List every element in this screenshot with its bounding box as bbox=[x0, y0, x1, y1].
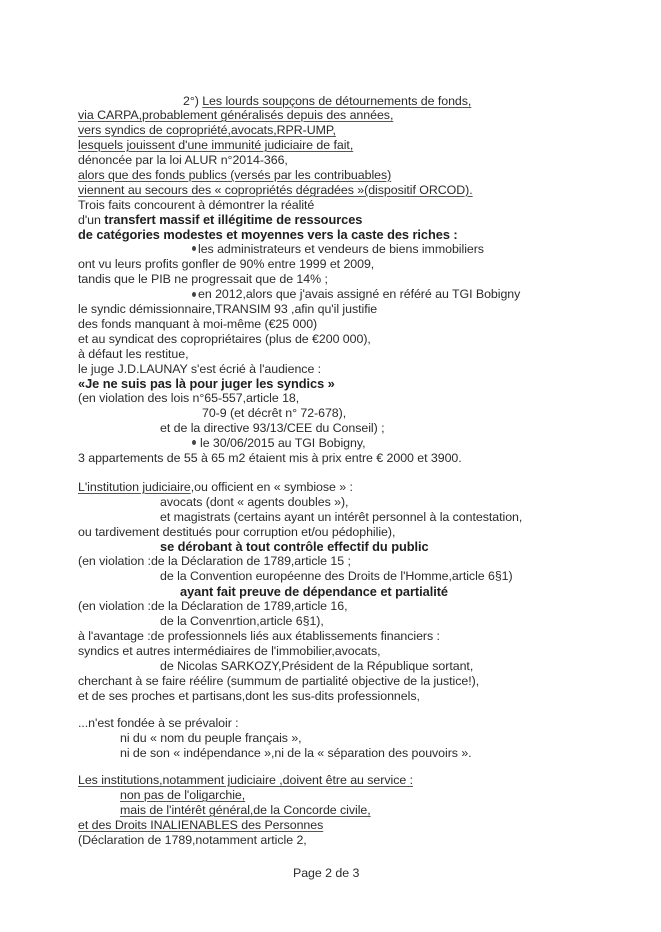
text-line: alors que des fonds publics (versés par les contribuables) bbox=[78, 168, 392, 182]
bold-line: se dérobant à tout contrôle effectif du public bbox=[160, 539, 429, 554]
text-line: et des Droits INALIENABLES des Personnes bbox=[78, 818, 324, 832]
text-line: d'un transfert massif et illégitime de ressources bbox=[78, 212, 363, 227]
bullet-icon bbox=[192, 292, 196, 297]
text-line: Trois faits concourent à démontrer la réalité bbox=[78, 198, 315, 212]
text-line: tandis que le PIB ne progressait que de 14% ; bbox=[78, 272, 328, 286]
bold-line: ayant fait preuve de dépendance et partialité bbox=[180, 584, 448, 599]
text-line: (en violation :de la Déclaration de 1789,article 16, bbox=[78, 599, 348, 613]
text-line: (Déclaration de 1789,notamment article 2, bbox=[78, 833, 307, 847]
text-line: ont vu leurs profits gonfler de 90% entre 1999 et 2009, bbox=[78, 257, 375, 271]
quote-line: «Je ne suis pas là pour juger les syndics » bbox=[78, 376, 335, 391]
bold-line: de catégories modestes et moyennes vers la caste des riches : bbox=[78, 227, 458, 242]
text-line: (en violation des lois n°65-557,article 18, bbox=[78, 391, 300, 405]
text-line: à défaut les restitue, bbox=[78, 347, 189, 361]
text-line: le 30/06/2015 au TGI Bobigny, bbox=[200, 436, 366, 450]
text-line: le juge J.D.LAUNAY s'est écrié à l'audience : bbox=[78, 362, 322, 376]
bullet-icon bbox=[192, 246, 196, 251]
text-line: et au syndicat des copropriétaires (plus de €200 000), bbox=[78, 332, 371, 346]
text-line: 2°) Les lourds soupçons de détournements de fonds, bbox=[183, 94, 472, 108]
page-number: Page 2 de 3 bbox=[293, 866, 360, 880]
text-line: 70-9 (et décrêt n° 72-678), bbox=[202, 406, 347, 420]
text-line: cherchant à se faire réélire (summum de partialité objective de la justice!), bbox=[78, 674, 480, 688]
text-line: Les institutions,notamment judiciaire ,doivent être au service : bbox=[78, 773, 413, 787]
text-line: ou tardivement destitués pour corruption et/ou pédophilie), bbox=[78, 525, 396, 539]
text-line: L'institution judiciaire,ou officient en « symbiose » : bbox=[78, 480, 353, 494]
text-line: en 2012,alors que j'avais assigné en référé au TGI Bobigny bbox=[198, 287, 521, 301]
text-line: ni du « nom du peuple français », bbox=[120, 731, 302, 745]
text-line: mais de l'intérêt général,de la Concorde civile, bbox=[120, 803, 371, 817]
text-line: et de ses proches et partisans,dont les sus-dits professionnels, bbox=[78, 689, 420, 703]
text-line: des fonds manquant à moi-même (€25 000) bbox=[78, 317, 318, 331]
text-line: et de la directive 93/13/CEE du Conseil) ; bbox=[160, 421, 385, 435]
text-line: dénoncée par la loi ALUR n°2014-366, bbox=[78, 153, 288, 167]
text-line: les administrateurs et vendeurs de biens immobiliers bbox=[198, 242, 484, 256]
text-line: à l'avantage :de professionnels liés aux établissements financiers : bbox=[78, 629, 440, 643]
text-line: non pas de l'oligarchie, bbox=[120, 788, 246, 802]
bullet-icon bbox=[192, 440, 196, 445]
text-line: vers syndics de copropriété,avocats,RPR-UMP, bbox=[78, 123, 336, 137]
text-line: avocats (dont « agents doubles »), bbox=[160, 495, 349, 509]
text-line: via CARPA,probablement généralisés depuis des années, bbox=[78, 108, 394, 122]
text-line: (en violation :de la Déclaration de 1789,article 15 ; bbox=[78, 554, 351, 568]
text-line: lesquels jouissent d'une immunité judiciaire de fait, bbox=[78, 138, 354, 152]
text-line: de la Convention européenne des Droits de l'Homme,article 6§1) bbox=[160, 569, 513, 583]
text-line: et magistrats (certains ayant un intérêt personnel à la contestation, bbox=[160, 510, 523, 524]
text-line: ...n'est fondée à se prévaloir : bbox=[78, 716, 239, 730]
text-line: de Nicolas SARKOZY,Président de la République sortant, bbox=[160, 659, 474, 673]
text-line: syndics et autres intermédiaires de l'immobilier,avocats, bbox=[78, 644, 381, 658]
text-line: le syndic démissionnaire,TRANSIM 93 ,afin qu'il justifie bbox=[78, 302, 378, 316]
text-line: ni de son « indépendance »,ni de la « séparation des pouvoirs ». bbox=[120, 746, 472, 760]
text-line: de la Convenrtion,article 6§1), bbox=[160, 614, 324, 628]
text-line: viennent au secours des « copropriétés dégradées »(dispositif ORCOD). bbox=[78, 183, 473, 197]
text-line: 3 appartements de 55 à 65 m2 étaient mis à prix entre € 2000 et 3900. bbox=[78, 451, 462, 465]
